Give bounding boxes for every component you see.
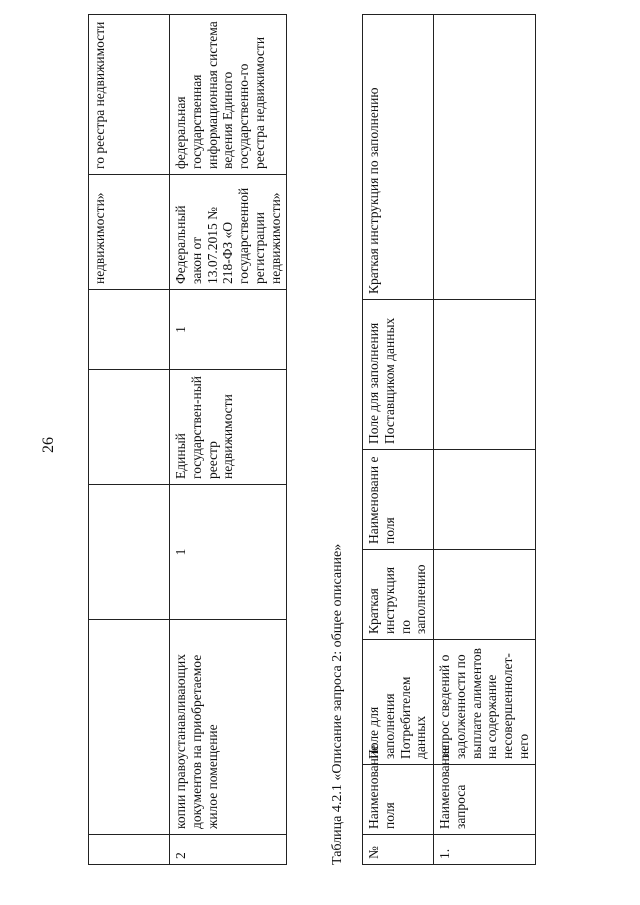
column-header: Поле для заполнения Потребителем данных — [363, 640, 434, 765]
column-header: № — [363, 835, 434, 865]
table-row — [89, 15, 170, 865]
request-description-table — [362, 14, 536, 865]
table-cell — [434, 300, 536, 450]
table-cell: Наименование запроса — [434, 765, 536, 835]
table-cell — [89, 370, 170, 485]
table-caption: Таблица 4.2.1 «Описание запроса 2: общее описание» — [330, 543, 345, 865]
column-header: Наименовани е поля — [363, 450, 434, 550]
column-header: Наименование поля — [363, 765, 434, 835]
table-cell: 2 — [170, 835, 287, 865]
column-header: Краткая инструкция по заполнению — [363, 550, 434, 640]
table-cell: Единый государствен-ный реестр недвижимости — [170, 370, 287, 485]
page-number: 26 — [40, 437, 57, 453]
table-cell: 1. — [434, 835, 536, 865]
table-continued — [88, 14, 287, 865]
table-cell — [89, 485, 170, 620]
table-row — [434, 15, 536, 865]
table-header-row — [363, 15, 434, 865]
table-cell — [89, 835, 170, 865]
table-cell: федеральная государственная информационная система ведения Единого государственно-го реестра недвижимости — [170, 15, 287, 175]
table-cell — [89, 620, 170, 835]
table-cell — [434, 15, 536, 300]
table-cell: 1 — [170, 290, 287, 370]
table-row — [170, 15, 287, 865]
column-header: Краткая инструкция по заполнению — [363, 15, 434, 300]
table-cell: запрос сведений о задолженности по выплате алиментов на содержание несовершеннолет-него — [434, 640, 536, 765]
table-cell — [89, 290, 170, 370]
table-cell: недвижимости» — [89, 175, 170, 290]
table-cell: го реестра недвижимости — [89, 15, 170, 175]
column-header: Поле для заполнения Поставщиком данных — [363, 300, 434, 450]
table-cell: копии правоустанавливающих документов на приобретаемое жилое помещение — [170, 620, 287, 835]
table-cell: Федеральный закон от 13.07.2015 № 218-ФЗ «О государственной регистрации недвижимости» — [170, 175, 287, 290]
table-cell — [434, 450, 536, 550]
table-cell: 1 — [170, 485, 287, 620]
table-cell — [434, 550, 536, 640]
